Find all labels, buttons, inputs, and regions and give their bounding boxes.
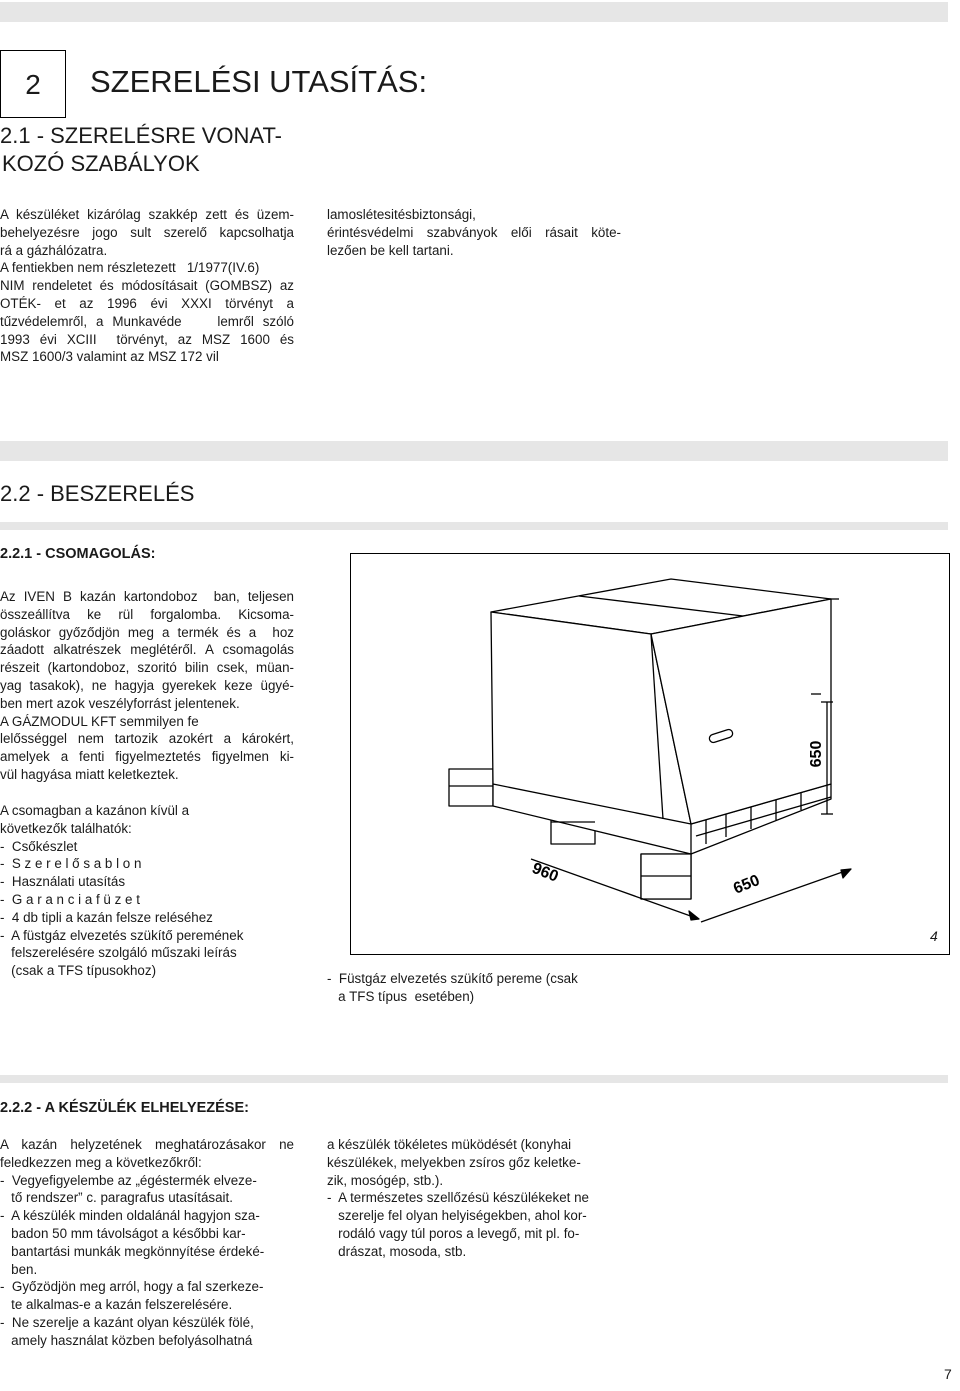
text-line: A készüléket kizárólag szakkép zett és üzem- xyxy=(0,207,294,222)
list-item: - A természetes szellőzésü készülékeket ne xyxy=(327,1190,589,1206)
section-2-2-2-title: 2.2.2 - A KÉSZÜLÉK ELHELYEZÉSE: xyxy=(0,1100,249,1116)
text-line: vül hagyása miatt keletkeztek. xyxy=(0,766,179,782)
subsection-bar-2-2-2 xyxy=(0,1075,948,1083)
text-line: behelyezésre jogo sult szerelő kapcsolhatja xyxy=(0,224,294,240)
text-line: tűzvédelemről, a Munkavéde lemről szóló xyxy=(0,313,294,329)
list-item: - G a r a n c i a f ü z e t xyxy=(0,891,140,907)
text-line: OTÉK- et az 1996 évi XXXI törvényt a xyxy=(0,295,294,311)
top-bar xyxy=(0,2,948,22)
list-item: te alkalmas-e a kazán felszerelésére. xyxy=(0,1297,233,1313)
packaging-paragraph xyxy=(0,588,294,784)
list-item: - Győzödjön meg arról, hogy a fal szerkeze- xyxy=(0,1279,264,1295)
text-line: érintésvédelmi szabványok elői rásait köte- xyxy=(327,224,621,240)
text-line: A GÁZMODUL KFT semmilyen fe xyxy=(0,713,199,729)
text-line: zik, mosógép, stb.). xyxy=(327,1172,444,1188)
dim-height-label: 650 xyxy=(808,740,825,768)
text-line: készülékek, melyekben zsíros gőz keletke- xyxy=(327,1154,581,1170)
list-item: felszerelésére szolgáló műszaki leírás xyxy=(0,945,237,961)
list-intro-line: következők találhatók: xyxy=(0,820,132,836)
text-line: - Füstgáz elvezetés szükítő pereme (csak xyxy=(327,971,578,986)
list-item: amely használat közben befolyásolhatná xyxy=(0,1332,253,1348)
section-2-2-title: 2.2 - BESZERELÉS xyxy=(0,481,195,506)
list-item: - Ne szerelje a kazánt olyan készülék fölé, xyxy=(0,1314,254,1330)
text-line: rá a gázhálózatra. xyxy=(0,242,108,258)
list-item: badon 50 mm távolságot a későbbi kar- xyxy=(0,1225,246,1241)
text-line: NIM rendeletet és módosításait (GOMBSZ) az xyxy=(0,278,294,294)
figure-note xyxy=(327,970,627,1006)
section-2-2-1-title: 2.2.1 - CSOMAGOLÁS: xyxy=(0,546,156,562)
section-2-1-right-text xyxy=(327,206,621,259)
text-line: goláskor győződjön meg a termék és a hoz xyxy=(0,624,294,640)
list-item: - Vegyefigyelembe az „égéstermék elveze- xyxy=(0,1172,257,1188)
placement-left-text xyxy=(0,1136,294,1350)
text-line: részeit (kartondoboz, szoritó bilin csek, müan- xyxy=(0,660,294,676)
text-line: lelősséggel nem tartozik azokért a károkért, xyxy=(0,731,294,747)
package-contents-list xyxy=(0,802,300,980)
page-number: 7 xyxy=(944,1366,952,1382)
section-2-1-title xyxy=(0,122,282,178)
title-line: 2.1 - SZERELÉSRE VONAT- xyxy=(0,123,283,148)
section-bar-2-2 xyxy=(0,441,948,461)
placement-right-text xyxy=(327,1136,627,1261)
text-line: yag tasakok), ne hagyja gyerekek keze ügyé- xyxy=(0,677,294,693)
list-item: drászat, mosoda, stb. xyxy=(327,1243,467,1259)
figure-number: 4 xyxy=(930,928,938,944)
list-item: szerelje fel olyan helyiségekben, ahol kor- xyxy=(327,1208,587,1224)
text-line: összeállítva ke rül forgalomba. Kicsoma- xyxy=(0,606,294,622)
carton-box xyxy=(491,579,831,824)
text-line: amelyek a fenti figyelmeztetés figyelmen ki- xyxy=(0,749,294,765)
list-item: tő rendszer” c. paragrafus utasításait. xyxy=(0,1190,233,1206)
text-line: lamoslétesitésbiztonsági, xyxy=(327,207,476,222)
title-line: KOZÓ SZABÁLYOK xyxy=(2,151,200,176)
text-line: feledkezzen meg a következőkről: xyxy=(0,1154,202,1170)
list-item: bantartási munkák megkönnyítése érdeké- xyxy=(0,1243,265,1259)
dim-width-label: 650 xyxy=(731,871,763,898)
list-item: ben. xyxy=(0,1261,38,1277)
subsection-bar-2-2-1 xyxy=(0,522,948,530)
list-item: - Csőkészlet xyxy=(0,838,78,854)
text-line: ben mert azok veszélyforrást jelentenek. xyxy=(0,695,240,711)
text-line: lezően be kell tartani. xyxy=(327,242,454,258)
dim-length-label: 960 xyxy=(529,859,561,886)
chapter-title: SZERELÉSI UTASÍTÁS: xyxy=(90,64,428,99)
package-figure xyxy=(350,553,950,955)
package-drawing xyxy=(351,554,949,954)
list-intro-line: A csomagban a kazánon kívül a xyxy=(0,803,190,818)
list-item: rodáló vagy túl poros a levegő, mit pl. fo- xyxy=(327,1225,580,1241)
text-line: Az IVEN B kazán kartondoboz ban, teljesen xyxy=(0,589,294,604)
list-item: - Használati utasítás xyxy=(0,874,126,890)
text-line: a készülék tökéletes müködését (konyhai xyxy=(327,1137,572,1152)
text-line: záadott alkatrészek meglétéről. A csomagolás xyxy=(0,642,294,658)
list-item: - S z e r e l ő s a b l o n xyxy=(0,856,142,872)
text-line: A fentiekben nem részletezett 1/1977(IV.6) xyxy=(0,260,260,276)
text-line: MSZ 1600/3 valamint az MSZ 172 vil xyxy=(0,349,219,365)
list-item: - 4 db tipli a kazán felsze reléséhez xyxy=(0,909,213,925)
section-2-1-left-text xyxy=(0,206,294,366)
list-item: - A füstgáz elvezetés szükítő peremének xyxy=(0,927,244,943)
list-item: - A készülék minden oldalánál hagyjon sza- xyxy=(0,1208,260,1224)
list-item: (csak a TFS típusokhoz) xyxy=(0,963,157,979)
text-line: a TFS típus esetében) xyxy=(327,988,475,1004)
text-line: A kazán helyzetének meghatározásakor ne xyxy=(0,1137,294,1152)
text-line: 1993 évi XCIII törvényt, az MSZ 1600 és xyxy=(0,331,294,347)
chapter-number: 2 xyxy=(0,50,66,118)
